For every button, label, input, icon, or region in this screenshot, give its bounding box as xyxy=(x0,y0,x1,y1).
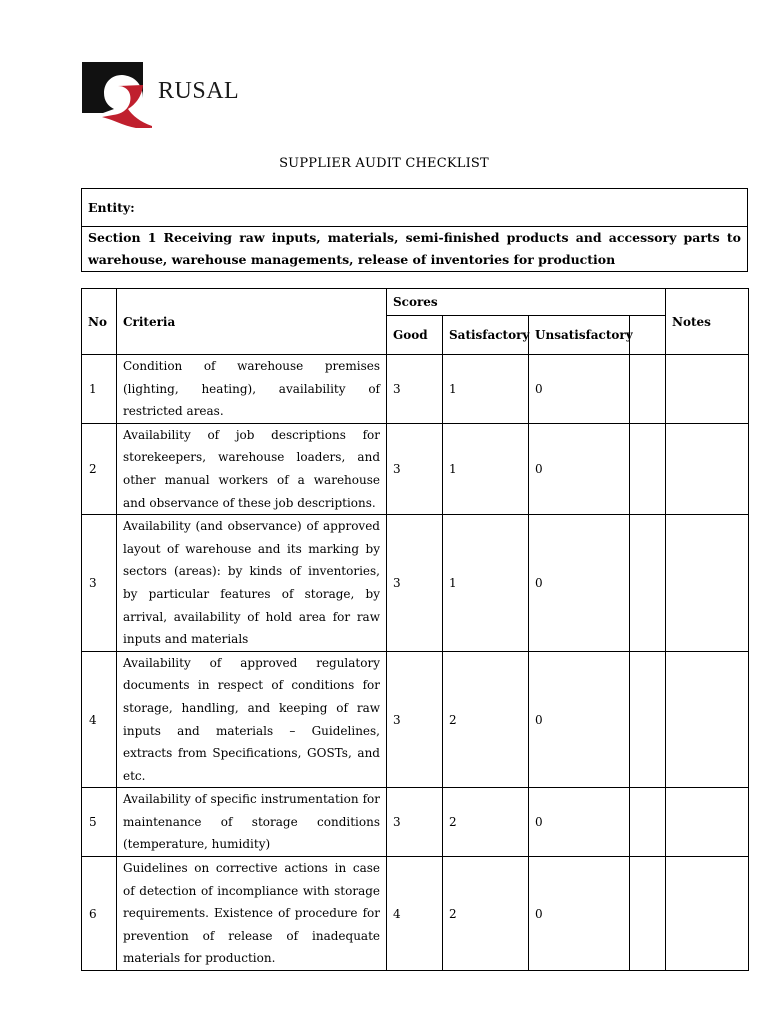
col-header-satisfactory: Satisfactory xyxy=(443,316,529,355)
table-row xyxy=(82,515,749,652)
col-header-good: Good xyxy=(387,316,443,355)
row-score-unsatisfactory: 0 xyxy=(529,423,630,514)
table-row xyxy=(82,788,749,857)
row-notes xyxy=(666,515,749,652)
header-table xyxy=(81,188,748,272)
row-score-good: 4 xyxy=(387,857,443,971)
document-title: SUPPLIER AUDIT CHECKLIST xyxy=(279,156,489,171)
section-title: Section 1 Receiving raw inputs, materials, semi-finished products and accessory parts to warehouse, warehouse managements, release of inventories for production xyxy=(82,227,748,272)
col-header-notes: Notes xyxy=(666,289,749,355)
row-no: 3 xyxy=(82,515,117,652)
row-score-good: 3 xyxy=(387,788,443,857)
row-score-good: 3 xyxy=(387,423,443,514)
table-row xyxy=(82,423,749,514)
row-criteria: Availability of job descriptions for storekeepers, warehouse loaders, and other manual workers of a warehouse and observance of these job descriptions. xyxy=(117,423,387,514)
col-header-extra xyxy=(630,316,666,355)
col-header-no: No xyxy=(82,289,117,355)
row-criteria: Availability of specific instrumentation for maintenance of storage conditions (temperature, humidity) xyxy=(117,788,387,857)
col-header-criteria: Criteria xyxy=(117,289,387,355)
col-header-unsatisfactory: Unsatisfactory xyxy=(529,316,630,355)
row-no: 6 xyxy=(82,857,117,971)
row-no: 4 xyxy=(82,651,117,788)
row-extra-cell xyxy=(630,857,666,971)
row-score-satisfactory: 1 xyxy=(443,515,529,652)
row-score-satisfactory: 2 xyxy=(443,857,529,971)
row-score-good: 3 xyxy=(387,355,443,424)
row-score-unsatisfactory: 0 xyxy=(529,515,630,652)
table-row xyxy=(82,857,749,971)
row-criteria: Condition of warehouse premises (lighting, heating), availability of restricted areas. xyxy=(117,355,387,424)
checklist-table xyxy=(81,288,749,971)
row-notes xyxy=(666,788,749,857)
row-extra-cell xyxy=(630,355,666,424)
table-row xyxy=(82,355,749,424)
row-no: 1 xyxy=(82,355,117,424)
row-extra-cell xyxy=(630,788,666,857)
entity-label: Entity: xyxy=(82,189,748,227)
row-no: 2 xyxy=(82,423,117,514)
row-criteria: Guidelines on corrective actions in case of detection of incompliance with storage requirements. Existence of procedure for prevention of release of inadequate materials for production. xyxy=(117,857,387,971)
row-score-satisfactory: 1 xyxy=(443,423,529,514)
row-score-satisfactory: 1 xyxy=(443,355,529,424)
row-extra-cell xyxy=(630,515,666,652)
row-notes xyxy=(666,423,749,514)
row-score-satisfactory: 2 xyxy=(443,651,529,788)
table-row xyxy=(82,651,749,788)
col-header-scores: Scores xyxy=(387,289,666,316)
row-score-good: 3 xyxy=(387,515,443,652)
row-extra-cell xyxy=(630,651,666,788)
row-score-unsatisfactory: 0 xyxy=(529,788,630,857)
row-score-unsatisfactory: 0 xyxy=(529,355,630,424)
row-criteria: Availability (and observance) of approved layout of warehouse and its marking by sectors (areas): by kinds of inventories, by particular features of storage, by arrival, availability of hold area for raw inputs and materials xyxy=(117,515,387,652)
row-notes xyxy=(666,651,749,788)
row-notes xyxy=(666,857,749,971)
rusal-logo-icon xyxy=(80,58,154,132)
row-criteria: Availability of approved regulatory documents in respect of conditions for storage, handling, and keeping of raw inputs and materials – Guidelines, extracts from Specifications, GOSTs, and etc. xyxy=(117,651,387,788)
row-extra-cell xyxy=(630,423,666,514)
row-score-unsatisfactory: 0 xyxy=(529,651,630,788)
row-score-good: 3 xyxy=(387,651,443,788)
row-no: 5 xyxy=(82,788,117,857)
row-notes xyxy=(666,355,749,424)
logo-text: RUSAL xyxy=(158,78,240,104)
row-score-unsatisfactory: 0 xyxy=(529,857,630,971)
row-score-satisfactory: 2 xyxy=(443,788,529,857)
rusal-logo xyxy=(80,58,240,132)
